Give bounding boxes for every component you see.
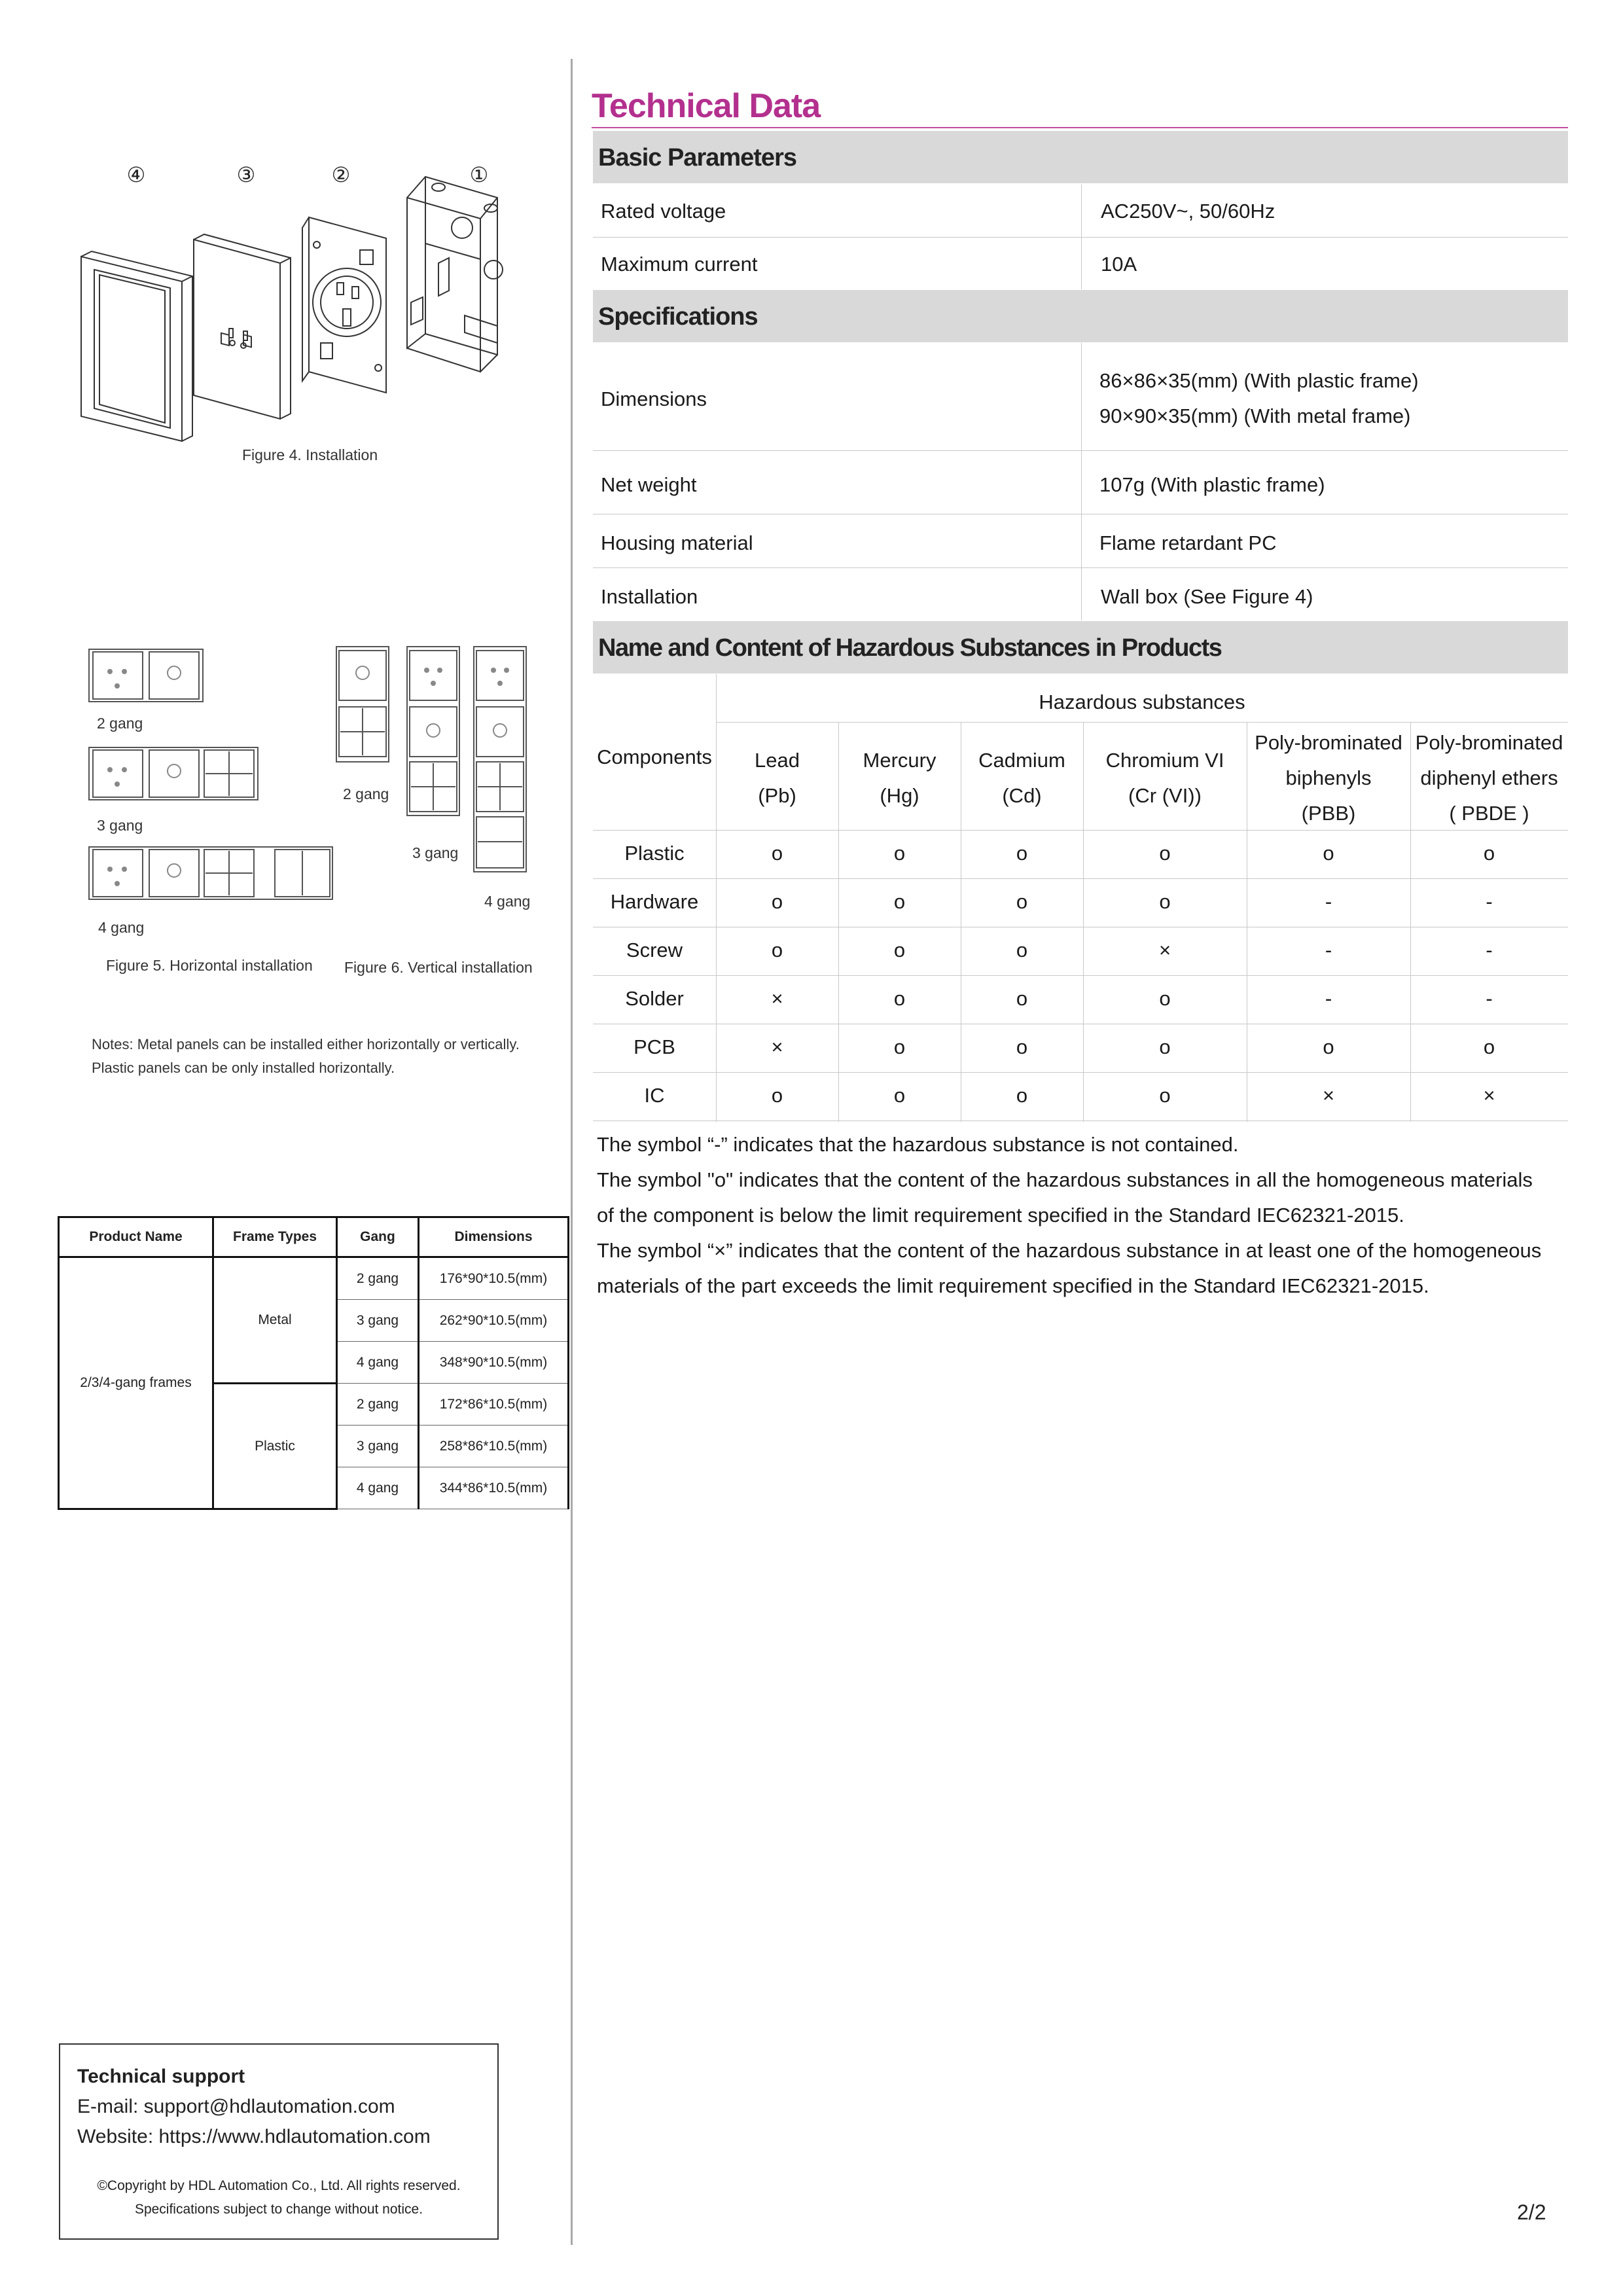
support-email: E-mail: support@hdlautomation.com <box>77 2096 395 2117</box>
figure5-label-3-gang: 3 gang <box>97 817 143 834</box>
hazard-cell: o <box>1483 842 1495 865</box>
frames-header-gang: Gang <box>337 1217 419 1257</box>
hazard-col-symbol: (Cd) <box>1002 784 1042 807</box>
frames-table <box>58 1216 569 1510</box>
hazard-col-symbol: (Pb) <box>758 784 796 807</box>
hazard-cell: o <box>893 890 906 913</box>
row-divider <box>593 567 1568 568</box>
hazard-col-name: Lead <box>755 749 800 772</box>
hazard-col-pbde <box>1410 725 1568 831</box>
figure6-label-2-gang: 2 gang <box>343 785 389 802</box>
row-divider <box>593 975 1568 976</box>
hazard-cell: × <box>1158 939 1171 961</box>
hazard-group-header-line <box>716 722 1568 723</box>
hazard-note-line: The symbol "o" indicates that the content of the hazardous substances in all the homogeneous materials <box>597 1168 1533 1191</box>
frames-header-frame-types: Frame Types <box>213 1217 337 1257</box>
page-title: Technical Data <box>592 87 821 125</box>
hazard-col-name: Chromium VI <box>1105 749 1224 772</box>
hazard-cell: - <box>1325 890 1332 913</box>
hazard-cell: o <box>1159 1035 1171 1058</box>
hazard-cell: - <box>1325 939 1332 961</box>
hazardous-substances-heading-text: Name and Content of Hazardous Substances in Products <box>598 634 1222 662</box>
hazard-cell: o <box>1323 842 1334 865</box>
hazard-cell: o <box>1159 842 1171 865</box>
specifications-heading-text: Specifications <box>598 303 758 331</box>
hazard-cell: o <box>1159 890 1171 913</box>
hazard-note-line: of the component is below the limit requirement specified in the Standard IEC62321-2015. <box>597 1204 1404 1227</box>
frames-header-dimensions: Dimensions <box>419 1217 569 1257</box>
frames-gang: 4 gang <box>337 1467 419 1509</box>
hazard-cell: - <box>1325 987 1332 1010</box>
column-divider-specs <box>1081 343 1082 620</box>
housing-material-value: Flame retardant PC <box>1099 531 1277 554</box>
row-divider <box>593 450 1568 451</box>
hazard-cell: - <box>1486 987 1493 1010</box>
frames-gang: 4 gang <box>337 1342 419 1384</box>
figure5-label-4-gang: 4 gang <box>98 919 145 936</box>
dimensions-plastic-value: 86×86×35(mm) (With plastic frame) <box>1099 369 1419 392</box>
frames-dimension: 344*86*10.5(mm) <box>419 1467 569 1509</box>
hazard-col-mercury <box>838 743 961 814</box>
figure6-label-3-gang: 3 gang <box>412 844 459 861</box>
hazard-cell: × <box>1483 1084 1495 1107</box>
hazard-notes <box>597 1127 1565 1304</box>
installation-exploded-diagram <box>72 171 569 446</box>
figure4-marker-3: ③ <box>236 162 256 187</box>
support-disclaimer: Specifications subject to change without notice. <box>134 2202 423 2217</box>
support-copyright: ©Copyright by HDL Automation Co., Ltd. All rights reserved. <box>97 2178 461 2193</box>
figure4-marker-4: ④ <box>126 162 146 187</box>
row-divider <box>593 237 1568 238</box>
rated-voltage-value: AC250V~, 50/60Hz <box>1101 200 1275 223</box>
figure5-caption: Figure 5. Horizontal installation <box>106 957 313 974</box>
hazard-cell: o <box>893 1084 906 1107</box>
net-weight-label: Net weight <box>601 473 697 496</box>
frames-type-plastic: Plastic <box>213 1384 337 1509</box>
hazard-row-name: Solder <box>625 987 684 1010</box>
frames-dimension: 176*90*10.5(mm) <box>419 1257 569 1300</box>
rated-voltage-label: Rated voltage <box>601 200 726 223</box>
figure6-caption: Figure 6. Vertical installation <box>344 959 533 976</box>
hazard-cell: o <box>893 1035 906 1058</box>
hazard-note-line: The symbol “-” indicates that the hazardous substance is not contained. <box>597 1133 1239 1156</box>
hazard-row-name: Screw <box>626 939 683 961</box>
hazard-note-line: materials of the part exceeds the limit requirement specified in the Standard IEC62321-2015. <box>597 1274 1429 1297</box>
hazard-cell: o <box>1323 1035 1334 1058</box>
dimensions-label: Dimensions <box>601 387 707 410</box>
hazardous-substances-heading <box>593 621 1568 673</box>
hazard-cell: × <box>771 987 783 1010</box>
hazard-components-header: Components <box>597 745 712 768</box>
title-underline <box>592 127 1568 128</box>
figure5-label-2-gang: 2 gang <box>97 715 143 732</box>
hazard-col-symbol: (Hg) <box>880 784 919 807</box>
hazard-col-lead <box>716 743 838 814</box>
column-divider <box>571 59 573 2245</box>
row-divider <box>593 878 1568 879</box>
hazard-col-cadmium <box>961 743 1083 814</box>
hazard-cell: × <box>771 1035 783 1058</box>
frames-dimension: 258*86*10.5(mm) <box>419 1426 569 1467</box>
hazard-cell: - <box>1486 939 1493 961</box>
hazard-col-name: Poly-brominated <box>1255 731 1402 754</box>
hazard-cell: o <box>893 939 906 961</box>
basic-parameters-heading-text: Basic Parameters <box>598 144 796 171</box>
installation-label: Installation <box>601 585 698 608</box>
row-divider <box>593 830 1568 831</box>
note-line: Plastic panels can be only installed horizontally. <box>92 1060 395 1076</box>
dimensions-metal-value: 90×90×35(mm) (With metal frame) <box>1099 404 1411 427</box>
hazard-col-name: Cadmium <box>978 749 1065 772</box>
hazard-col-name: diphenyl ethers <box>1420 766 1558 789</box>
hazard-cell: o <box>1016 842 1028 865</box>
hazard-col-name: Mercury <box>863 749 936 772</box>
figure4-marker-1: ① <box>469 162 489 187</box>
net-weight-value: 107g (With plastic frame) <box>1099 473 1325 496</box>
frames-type-metal: Metal <box>213 1257 337 1384</box>
hazard-cell: o <box>1016 939 1028 961</box>
frames-dimension: 348*90*10.5(mm) <box>419 1342 569 1384</box>
frames-gang: 3 gang <box>337 1426 419 1467</box>
maximum-current-label: Maximum current <box>601 253 758 276</box>
hazard-cell: × <box>1322 1084 1335 1107</box>
hazard-group-header: Hazardous substances <box>1039 691 1245 713</box>
hazard-cell: o <box>1016 1084 1028 1107</box>
maximum-current-value: 10A <box>1101 253 1137 276</box>
hazard-cell: o <box>771 890 783 913</box>
hazard-col-pbb <box>1247 725 1410 831</box>
hazard-cell: o <box>771 842 783 865</box>
housing-material-label: Housing material <box>601 531 753 554</box>
hazard-cell: o <box>1016 1035 1028 1058</box>
hazard-note-line: The symbol “×” indicates that the content of the hazardous substance in at least one of the homogeneous <box>597 1239 1542 1262</box>
hazard-col-name: biphenyls <box>1285 766 1372 789</box>
hazard-col-symbol: (Cr (VI)) <box>1128 784 1202 807</box>
support-website: Website: https://www.hdlautomation.com <box>77 2126 431 2147</box>
installation-notes <box>92 1033 520 1080</box>
basic-parameters-heading <box>593 131 1568 183</box>
hazard-cell: o <box>893 987 906 1010</box>
hazard-cell: o <box>1483 1035 1495 1058</box>
specifications-heading <box>593 290 1568 342</box>
hazard-col-symbol: (PBB) <box>1301 802 1356 825</box>
row-divider <box>593 1072 1568 1073</box>
hazard-cell: o <box>893 842 906 865</box>
frames-header-product-name: Product Name <box>59 1217 213 1257</box>
note-line: Notes: Metal panels can be installed either horizontally or vertically. <box>92 1036 520 1052</box>
hazard-col-symbol: ( PBDE ) <box>1449 802 1529 825</box>
hazard-col-chromium <box>1083 743 1247 814</box>
hazard-col-name: Poly-brominated <box>1415 731 1563 754</box>
figure4-marker-2: ② <box>331 162 351 187</box>
hazard-row-name: Hardware <box>610 890 699 913</box>
hazard-cell: o <box>1016 890 1028 913</box>
frames-dimension: 262*90*10.5(mm) <box>419 1300 569 1342</box>
hazard-row-name: PCB <box>633 1035 675 1058</box>
technical-support-box <box>59 2043 499 2240</box>
figure6-label-4-gang: 4 gang <box>484 893 531 910</box>
page-number: 2/2 <box>1517 2200 1546 2224</box>
horizontal-installation-diagram <box>88 648 336 923</box>
frames-gang: 2 gang <box>337 1257 419 1300</box>
hazard-cell: - <box>1486 890 1493 913</box>
installation-value: Wall box (See Figure 4) <box>1101 585 1313 608</box>
hazard-cell: o <box>771 939 783 961</box>
column-divider-basic <box>1081 185 1082 289</box>
frames-gang: 2 gang <box>337 1384 419 1426</box>
hazard-cell: o <box>1159 987 1171 1010</box>
figure4-caption: Figure 4. Installation <box>242 446 378 463</box>
hazard-row-name: IC <box>644 1084 665 1107</box>
hazard-cell: o <box>771 1084 783 1107</box>
hazard-cell: o <box>1159 1084 1171 1107</box>
hazard-cell: o <box>1016 987 1028 1010</box>
frames-dimension: 172*86*10.5(mm) <box>419 1384 569 1426</box>
frames-product-name: 2/3/4-gang frames <box>59 1257 213 1509</box>
support-title: Technical support <box>77 2066 245 2087</box>
frames-gang: 3 gang <box>337 1300 419 1342</box>
hazard-row-name: Plastic <box>624 842 685 865</box>
